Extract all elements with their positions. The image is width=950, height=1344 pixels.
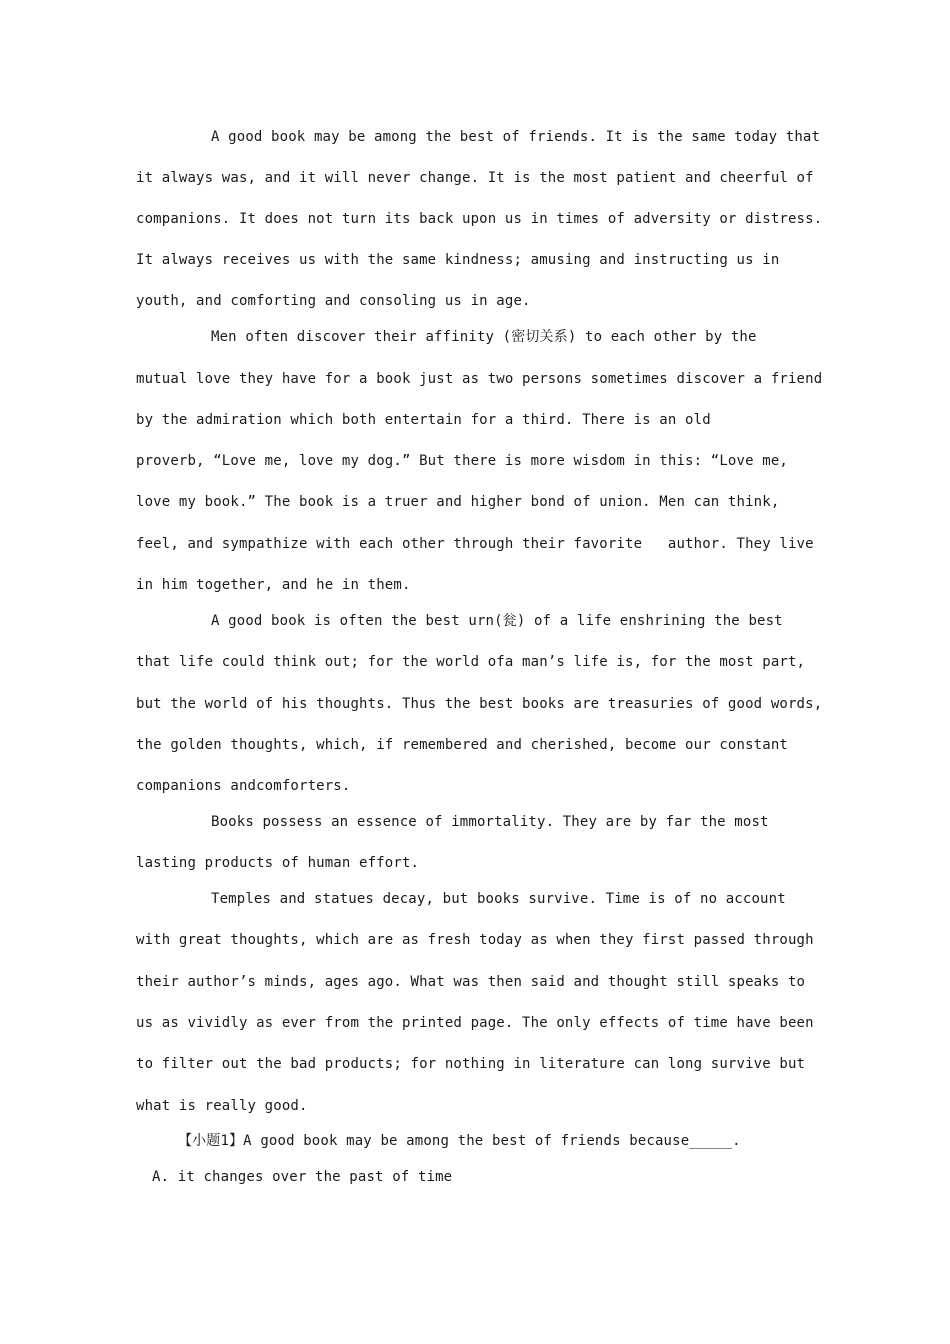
question-stem: 【小题1】A good book may be among the best of friends because_____. bbox=[178, 1133, 741, 1149]
paragraph-3-line-2: that life could think out; for the world ofa man’s life is, for the most part, bbox=[136, 654, 806, 670]
paragraph-4-line-2: lasting products of human effort. bbox=[136, 855, 420, 871]
paragraph-2-line-5: love my book.” The book is a truer and higher bond of union. Men can think, bbox=[136, 494, 780, 510]
question-option-a: A. it changes over the past of time bbox=[152, 1169, 453, 1185]
paragraph-5-line-2: with great thoughts, which are as fresh today as when they first passed through bbox=[136, 932, 814, 948]
paragraph-4-line-1: Books possess an essence of immortality. They are by far the most bbox=[211, 814, 769, 830]
paragraph-3-line-1: A good book is often the best urn(瓮) of a life enshrining the best bbox=[211, 613, 783, 629]
paragraph-5-line-6: what is really good. bbox=[136, 1098, 308, 1114]
paragraph-2-line-1: Men often discover their affinity (密切关系) to each other by the bbox=[211, 329, 757, 345]
paragraph-5-line-1: Temples and statues decay, but books survive. Time is of no account bbox=[211, 891, 786, 907]
paragraph-3-line-3: but the world of his thoughts. Thus the best books are treasuries of good words, bbox=[136, 696, 823, 712]
paragraph-1-line-1: A good book may be among the best of friends. It is the same today that bbox=[211, 129, 821, 145]
paragraph-1-line-4: It always receives us with the same kindness; amusing and instructing us in bbox=[136, 252, 780, 268]
paragraph-2-line-3: by the admiration which both entertain for a third. There is an old bbox=[136, 412, 711, 428]
paragraph-1-line-5: youth, and comforting and consoling us in age. bbox=[136, 293, 531, 309]
paragraph-2-line-7: in him together, and he in them. bbox=[136, 577, 411, 593]
paragraph-2-line-4: proverb, “Love me, love my dog.” But there is more wisdom in this: “Love me, bbox=[136, 453, 788, 469]
paragraph-1-line-2: it always was, and it will never change. It is the most patient and cheerful of bbox=[136, 170, 814, 186]
paragraph-3-line-5: companions andcomforters. bbox=[136, 778, 351, 794]
paragraph-2-line-6: feel, and sympathize with each other through their favorite author. They live bbox=[136, 536, 814, 552]
paragraph-5-line-5: to filter out the bad products; for nothing in literature can long survive but bbox=[136, 1056, 806, 1072]
paragraph-5-line-3: their author’s minds, ages ago. What was then said and thought still speaks to bbox=[136, 974, 806, 990]
paragraph-1-line-3: companions. It does not turn its back upon us in times of adversity or distress. bbox=[136, 211, 823, 227]
paragraph-3-line-4: the golden thoughts, which, if remembered and cherished, become our constant bbox=[136, 737, 788, 753]
paragraph-5-line-4: us as vividly as ever from the printed page. The only effects of time have been bbox=[136, 1015, 814, 1031]
paragraph-2-line-2: mutual love they have for a book just as two persons sometimes discover a friend bbox=[136, 371, 823, 387]
